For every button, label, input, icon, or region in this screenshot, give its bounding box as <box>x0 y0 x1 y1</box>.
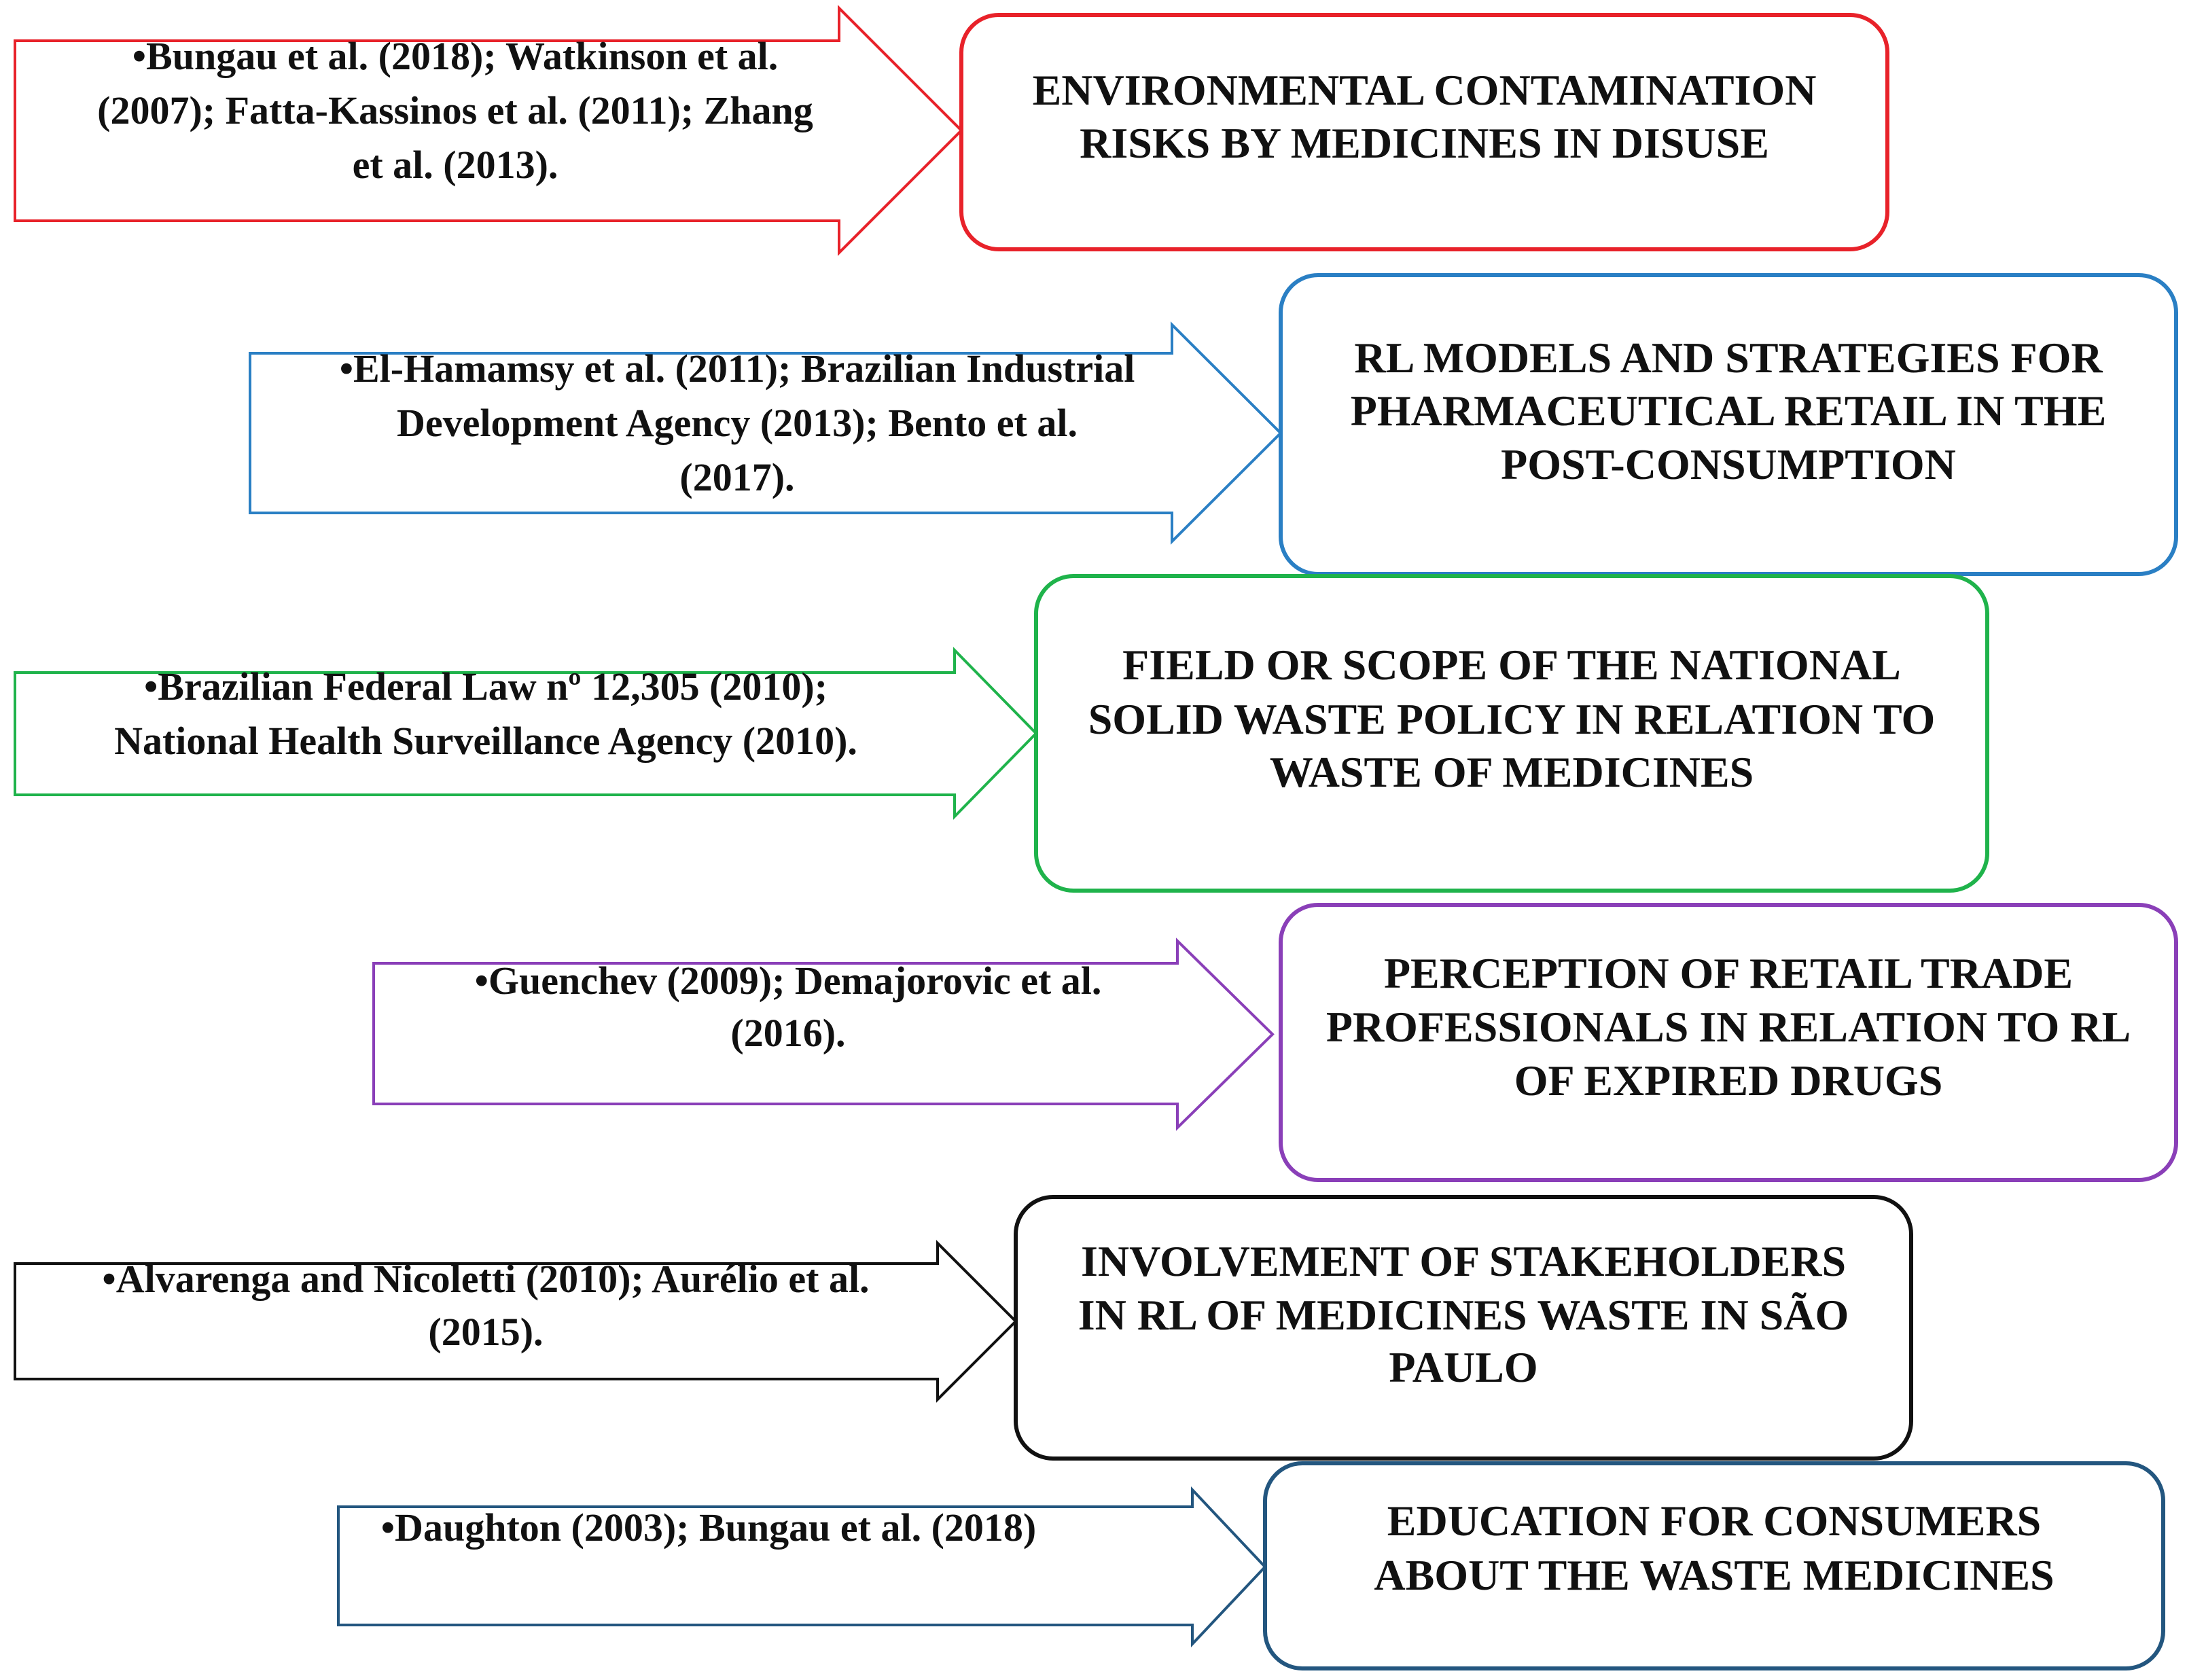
topic-line: INVOLVEMENT OF STAKEHOLDERS <box>1080 1237 1847 1285</box>
topic-line: POST-CONSUMPTION <box>1501 440 1956 488</box>
row-4 <box>374 905 2176 1180</box>
reference-line: National Health Surveillance Agency (2010). <box>114 719 857 763</box>
topic-line: ENVIRONMENTAL CONTAMINATION <box>1032 66 1817 114</box>
row-2 <box>250 275 2176 574</box>
row-6 <box>338 1463 2163 1668</box>
topic-line: PERCEPTION OF RETAIL TRADE <box>1383 949 2074 997</box>
reference-line: •Bungau et al. (2018); Watkinson et al. <box>132 34 779 78</box>
reference-line: •Brazilian Federal Law nº 12,305 (2010); <box>143 664 828 709</box>
topic-line: FIELD OR SCOPE OF THE NATIONAL <box>1122 641 1901 689</box>
topic-line: ABOUT THE WASTE MEDICINES <box>1374 1551 2055 1599</box>
row-5 <box>15 1197 1911 1459</box>
reference-line: (2007); Fatta-Kassinos et al. (2011); Zhang <box>97 88 813 132</box>
reference-line: •El-Hamamsy et al. (2011); Brazilian Industrial <box>339 346 1135 391</box>
topic-line: EDUCATION FOR CONSUMERS <box>1387 1497 2042 1545</box>
reference-line: •Guenchev (2009); Demajorovic et al. <box>474 959 1102 1003</box>
topic-line: PAULO <box>1389 1343 1538 1391</box>
topic-line: IN RL OF MEDICINES WASTE IN SÃO <box>1078 1291 1849 1339</box>
reference-line: (2016). <box>730 1011 846 1055</box>
reference-line: Development Agency (2013); Bento et al. <box>397 401 1078 445</box>
reference-line: (2017). <box>679 455 795 499</box>
topic-line: RISKS BY MEDICINES IN DISUSE <box>1080 119 1769 167</box>
topic-line: OF EXPIRED DRUGS <box>1514 1056 1943 1105</box>
row-1 <box>15 8 1887 253</box>
reference-line: et al. (2013). <box>352 143 558 187</box>
topic-line: RL MODELS AND STRATEGIES FOR <box>1354 334 2103 382</box>
topic-line: PROFESSIONALS IN RELATION TO RL <box>1326 1003 2131 1051</box>
reference-line: (2015). <box>428 1310 544 1354</box>
topic-line: WASTE OF MEDICINES <box>1269 748 1754 796</box>
reference-line: •Alvarenga and Nicoletti (2010); Aurélio et al. <box>102 1257 870 1301</box>
reference-line: •Daughton (2003); Bungau et al. (2018) <box>380 1505 1037 1550</box>
topic-line: PHARMACEUTICAL RETAIL IN THE <box>1350 387 2107 435</box>
rows-layer <box>15 8 2176 1668</box>
topic-line: SOLID WASTE POLICY IN RELATION TO <box>1088 695 1936 743</box>
row-3 <box>15 576 1987 891</box>
